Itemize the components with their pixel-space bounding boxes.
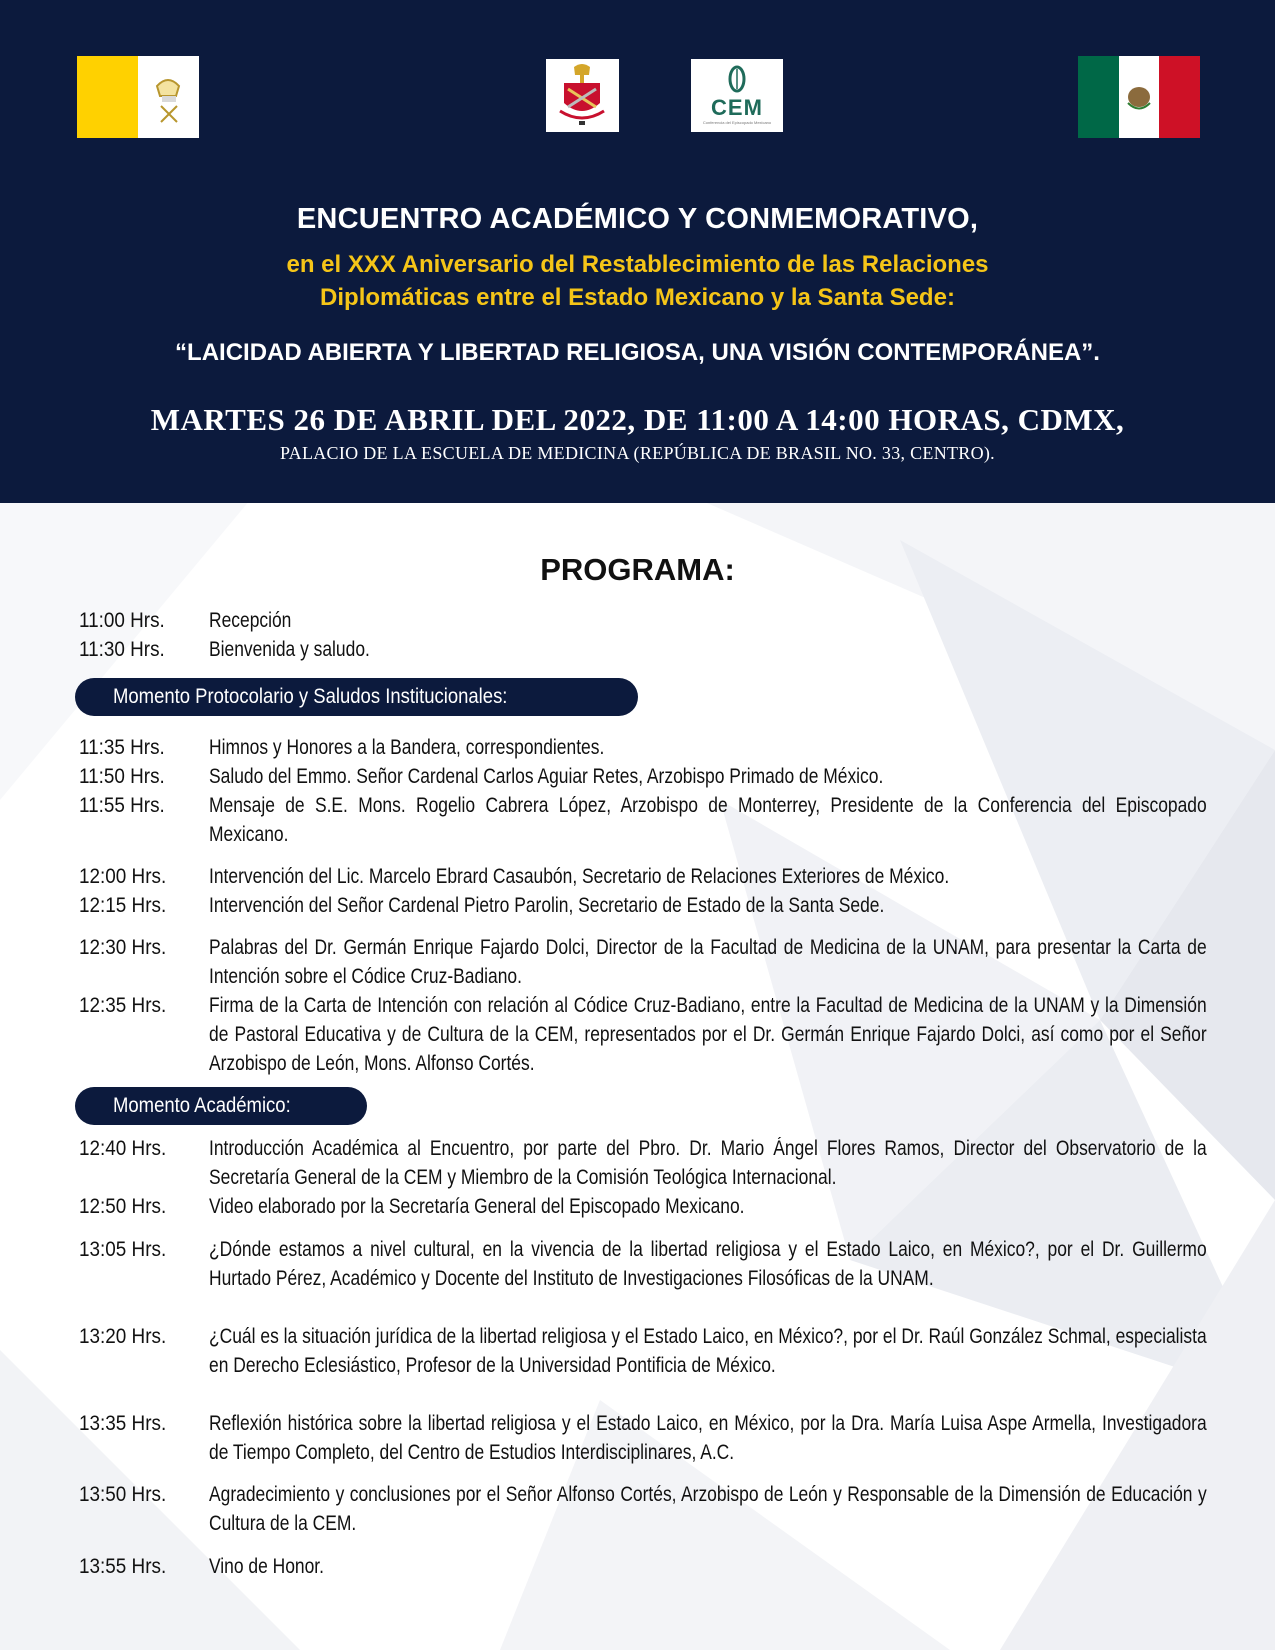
cem-logo-text: CEM bbox=[711, 95, 763, 120]
item-text: Recepción bbox=[209, 609, 292, 632]
event-title: ENCUENTRO ACADÉMICO Y CONMEMORATIVO, bbox=[296, 203, 979, 235]
event-venue: PALACIO DE LA ESCUELA DE MEDICINA (REPÚBLICA DE BRASIL NO. 33, CENTRO). bbox=[280, 443, 995, 463]
program-title: PROGRAMA: bbox=[540, 552, 735, 587]
event-theme: “LAICIDAD ABIERTA Y LIBERTAD RELIGIOSA, UNA VISIÓN CONTEMPORÁNEA”. bbox=[175, 339, 1100, 366]
item-text: Firma de la Carta de Intención con relación al Códice Cruz-Badiano, entre la Facultad de Medicina de la UNAM y la Dimensión de Pastoral Educativa y de Cultura de la CEM, representados por el Dr. Germán Enrique Fajardo Dolci, así como por el Señor Arzobispo de León, Mons. Alfonso Cortés. bbox=[209, 994, 1207, 1075]
item-time: 13:35 Hrs. bbox=[79, 1412, 167, 1435]
item-time: 12:35 Hrs. bbox=[79, 994, 167, 1017]
item-text: Intervención del Señor Cardenal Pietro Parolin, Secretario de Estado de la Santa Sede. bbox=[209, 894, 885, 917]
item-text: Reflexión histórica sobre la libertad religiosa y el Estado Laico, en México, por la Dra. María Luisa Aspe Armella, Investigadora de Tiempo Completo, del Centro de Estudios Interdisciplinares, A.C. bbox=[209, 1412, 1207, 1464]
item-text: Video elaborado por la Secretaría General del Episcopado Mexicano. bbox=[209, 1195, 745, 1218]
item-text: Palabras del Dr. Germán Enrique Fajardo Dolci, Director de la Facultad de Medicina de la UNAM, para presentar la Carta de Intención sobre el Códice Cruz-Badiano. bbox=[209, 936, 1207, 988]
item-text: ¿Cuál es la situación jurídica de la libertad religiosa y el Estado Laico, en México?, por el Dr. Raúl González Schmal, especialista en Derecho Eclesiástico, Profesor de la Universidad Pontificia de México. bbox=[209, 1325, 1207, 1377]
section-label: Momento Protocolario y Saludos Institucionales: bbox=[113, 685, 508, 708]
item-text: Vino de Honor. bbox=[209, 1555, 325, 1578]
item-text: Mensaje de S.E. Mons. Rogelio Cabrera López, Arzobispo de Monterrey, Presidente de la Conferencia del Episcopado Mexicano. bbox=[209, 794, 1207, 846]
event-subtitle-line1: en el XXX Aniversario del Restablecimiento de las Relaciones bbox=[286, 251, 989, 278]
item-time: 12:30 Hrs. bbox=[79, 936, 167, 959]
item-time: 13:50 Hrs. bbox=[79, 1483, 167, 1506]
item-text: Himnos y Honores a la Bandera, correspondientes. bbox=[209, 736, 605, 759]
item-time: 11:55 Hrs. bbox=[79, 794, 165, 817]
item-time: 12:15 Hrs. bbox=[79, 894, 167, 917]
section-pill-protocol bbox=[75, 678, 638, 716]
cem-logo-subtext: Conferencia del Episcopado Mexicano bbox=[702, 120, 772, 125]
item-time: 11:30 Hrs. bbox=[79, 638, 165, 661]
event-subtitle-line2: Diplomáticas entre el Estado Mexicano y la Santa Sede: bbox=[320, 284, 955, 311]
section-pill-academic bbox=[75, 1087, 367, 1125]
item-time: 11:00 Hrs. bbox=[79, 609, 165, 632]
item-time: 12:00 Hrs. bbox=[79, 865, 167, 888]
item-time: 12:40 Hrs. bbox=[79, 1137, 167, 1160]
event-date: MARTES 26 DE ABRIL DEL 2022, DE 11:00 A 14:00 HORAS, CDMX, bbox=[150, 402, 1125, 437]
section-label: Momento Académico: bbox=[113, 1094, 291, 1117]
item-text: Saludo del Emmo. Señor Cardenal Carlos Aguiar Retes, Arzobispo Primado de México. bbox=[209, 765, 884, 788]
item-text: Bienvenida y saludo. bbox=[209, 638, 370, 661]
item-text: Introducción Académica al Encuentro, por parte del Pbro. Dr. Mario Ángel Flores Ramos, Director del Observatorio de la Secretaría General de la CEM y Miembro de la Comisión Teológica Internacional. bbox=[209, 1137, 1207, 1189]
item-text: Intervención del Lic. Marcelo Ebrard Casaubón, Secretario de Relaciones Exteriores de México. bbox=[209, 865, 950, 888]
item-text: Agradecimiento y conclusiones por el Señor Alfonso Cortés, Arzobispo de León y Responsable de la Dimensión de Educación y Cultura de la CEM. bbox=[209, 1483, 1207, 1535]
item-text: ¿Dónde estamos a nivel cultural, en la vivencia de la libertad religiosa y el Estado Laico, en México?, por el Dr. Guillermo Hurtado Pérez, Académico y Docente del Instituto de Investigaciones Filosóficas de la UNAM. bbox=[209, 1238, 1207, 1290]
item-time: 13:55 Hrs. bbox=[79, 1555, 167, 1578]
item-time: 11:35 Hrs. bbox=[79, 736, 165, 759]
item-time: 11:50 Hrs. bbox=[79, 765, 165, 788]
item-time: 12:50 Hrs. bbox=[79, 1195, 167, 1218]
item-time: 13:20 Hrs. bbox=[79, 1325, 167, 1348]
item-time: 13:05 Hrs. bbox=[79, 1238, 167, 1261]
